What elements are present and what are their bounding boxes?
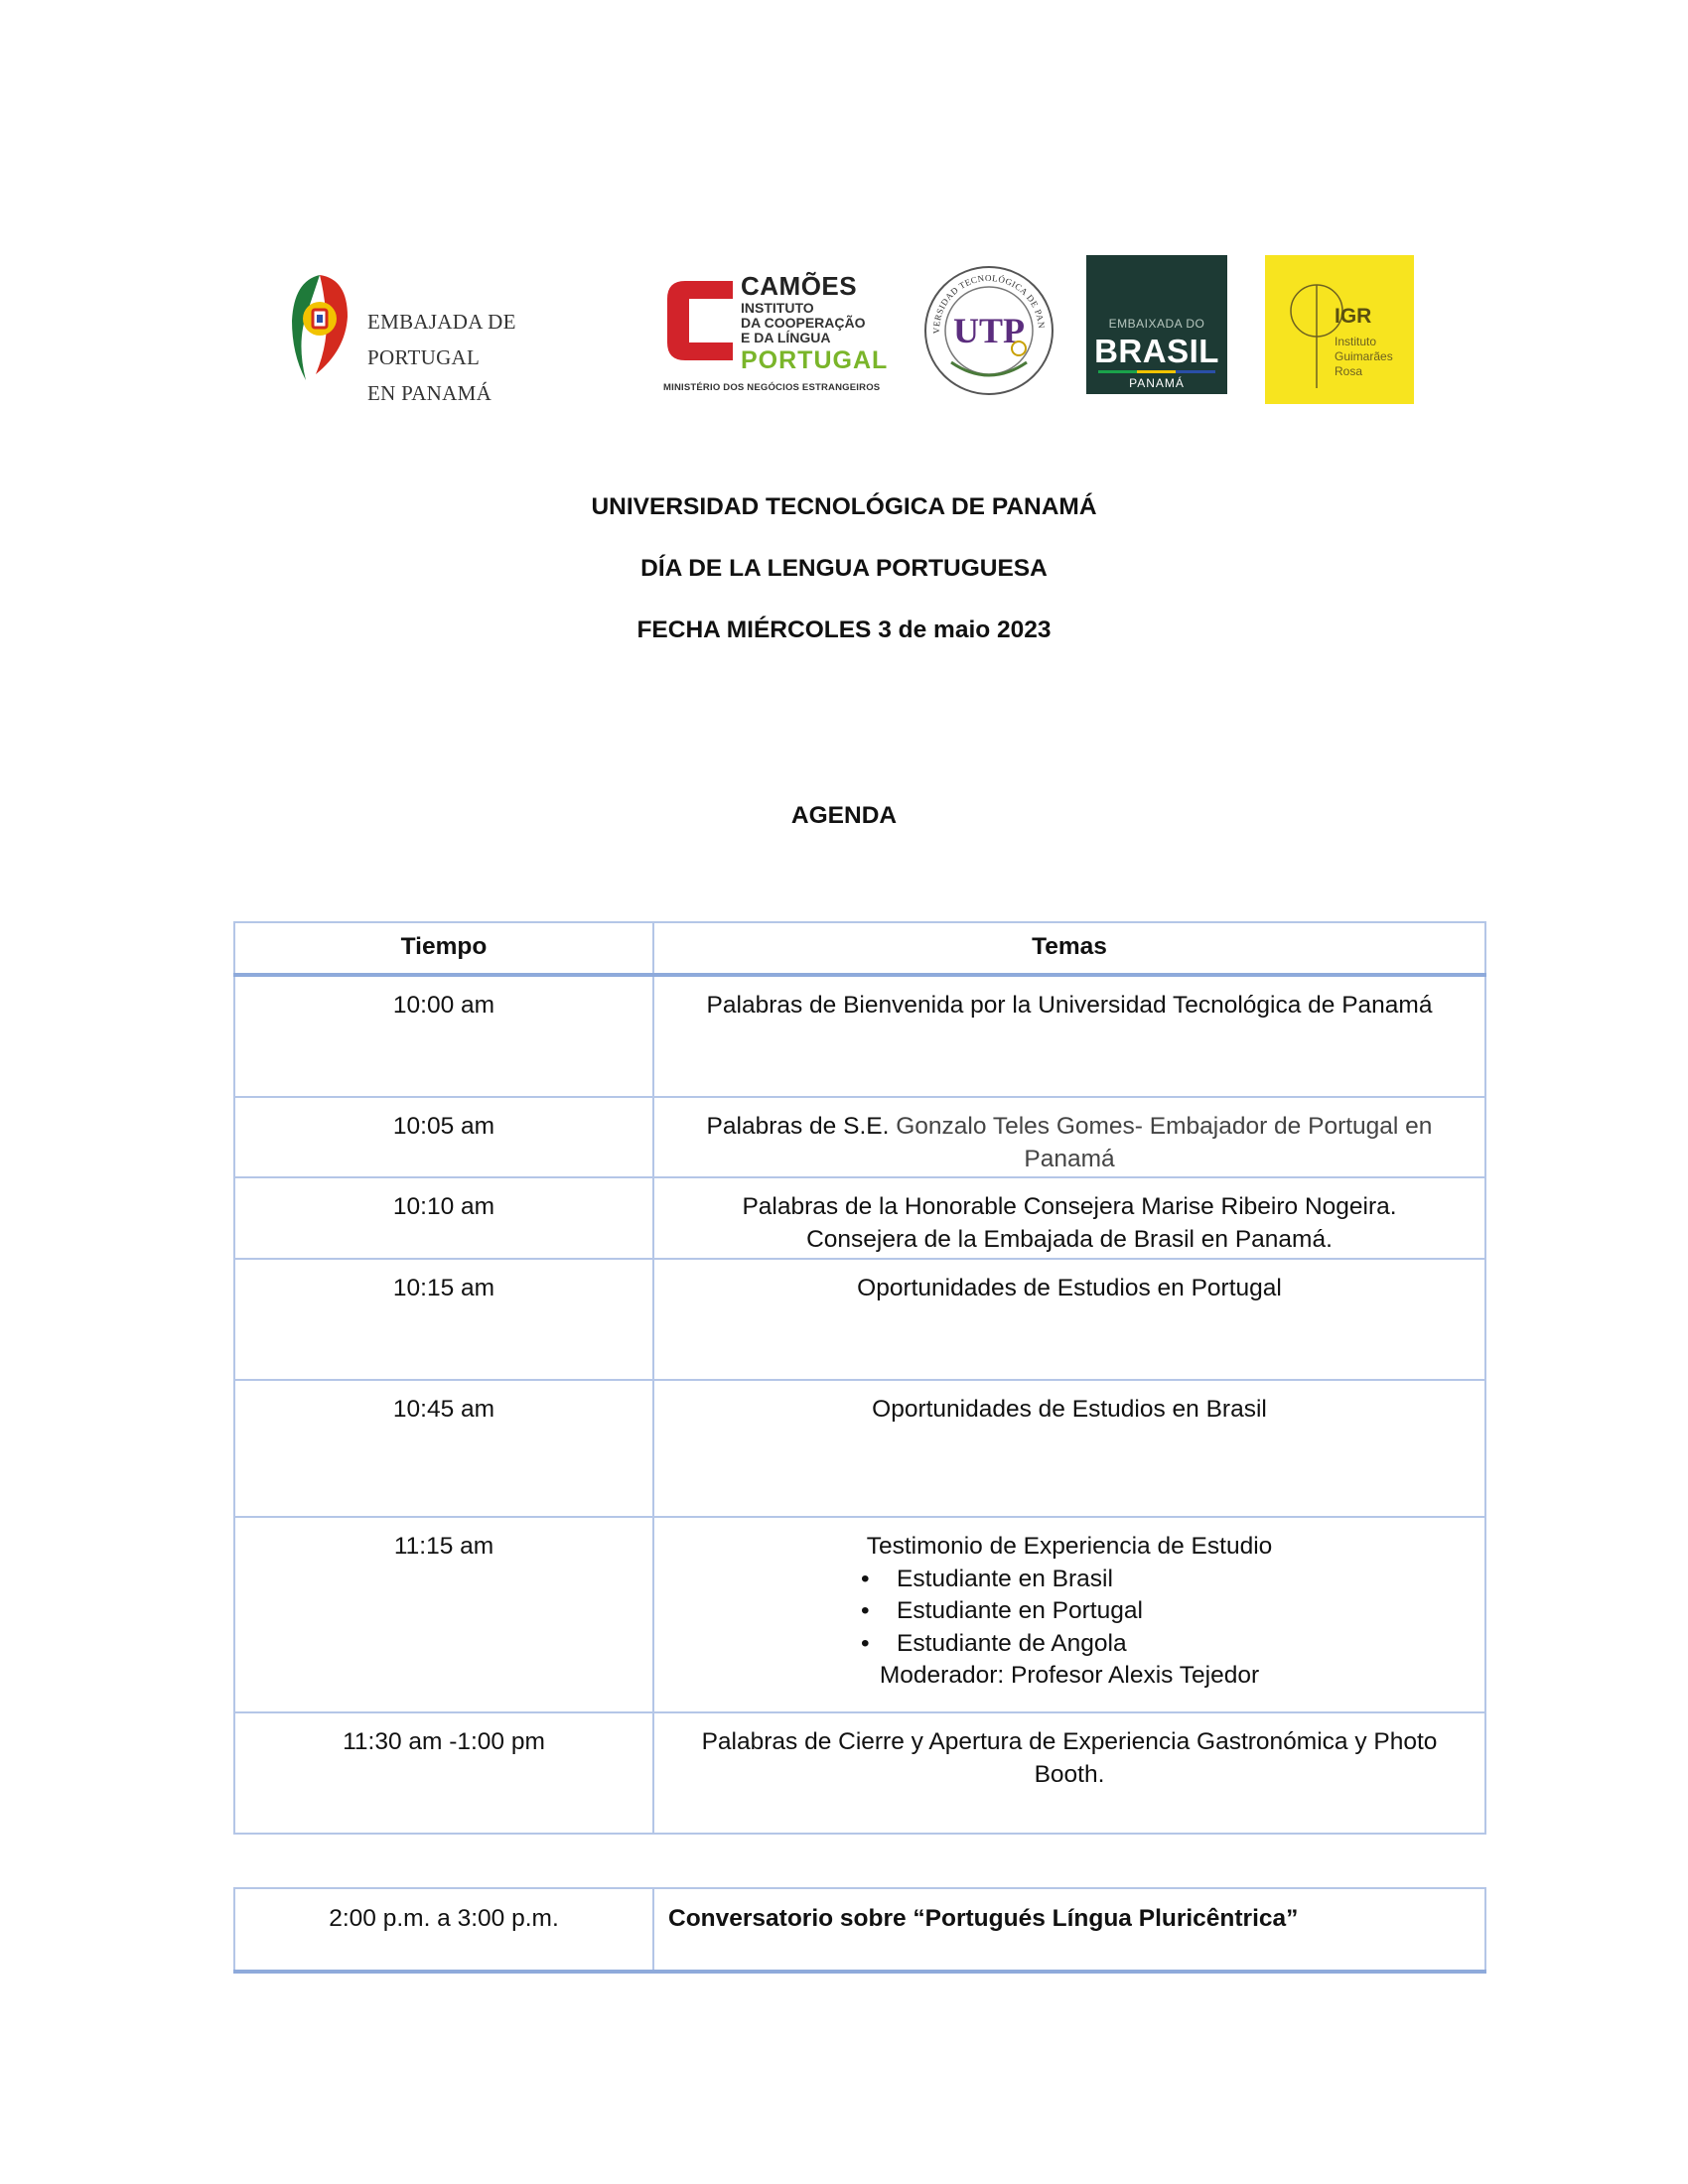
utp-seal-text: VERSIDAD TECNOLÓGICA DE PAN: [930, 272, 1048, 335]
utp-seal-logo: [921, 263, 1056, 398]
table-row: [234, 1888, 1485, 1972]
igr-line1: Instituto: [1335, 335, 1377, 348]
brasil-embassy-small: EMBAIXADA DO: [1108, 317, 1205, 331]
igr-logo: [1265, 255, 1414, 404]
igr-line2: Guimarães: [1335, 349, 1393, 363]
row-time: 10:45 am: [234, 1380, 653, 1517]
brasil-embassy-country: PANAMÁ: [1129, 376, 1185, 390]
portugal-embassy-line2: EN PANAMÁ: [367, 381, 492, 405]
portugal-embassy-line1: EMBAJADA DE PORTUGAL: [367, 310, 516, 369]
row-topic: [653, 1097, 1485, 1177]
camoes-sub-line3: E DA LÍNGUA: [741, 330, 831, 345]
event-date: FECHA MIÉRCOLES 3 de maio 2023: [636, 616, 1052, 643]
list-item: • Estudiante en Brasil: [668, 1564, 1471, 1596]
portugal-embassy-logo: [286, 271, 614, 405]
moderator-line: Moderador: Profesor Alexis Tejedor: [879, 1662, 1260, 1689]
row-topic: Conversatorio sobre “Portugués Língua Pluricêntrica”: [653, 1888, 1485, 1972]
igr-subtitle: [1335, 335, 1393, 379]
column-header-time: Tiempo: [234, 922, 653, 975]
camoes-c-mark-icon: [663, 277, 735, 364]
igr-line3: Rosa: [1335, 364, 1363, 378]
portugal-flag-emblem-icon: [286, 271, 350, 384]
row-topic: [653, 1177, 1485, 1259]
igr-name: IGR: [1335, 305, 1372, 328]
row-topic: Palabras de Cierre y Apertura de Experiencia Gastronómica y Photo Booth.: [653, 1712, 1485, 1834]
brasil-embassy-big: BRASIL: [1094, 333, 1219, 369]
row-time: 2:00 p.m. a 3:00 p.m.: [234, 1888, 653, 1972]
logo-strip: [0, 253, 1688, 412]
brasil-color-stripe: [1098, 370, 1215, 373]
afternoon-table: [233, 1887, 1486, 1974]
row-topic-line: Consejera de la Embajada de Brasil en Panamá.: [806, 1225, 1333, 1253]
university-title: UNIVERSIDAD TECNOLÓGICA DE PANAMÁ: [591, 493, 1097, 520]
table-row: [234, 1259, 1485, 1380]
row-topic-line: Palabras de la Honorable Consejera Marise Ribeiro Nogeira.: [742, 1193, 1397, 1220]
row-time: 11:15 am: [234, 1517, 653, 1712]
row-topic-part: Palabras de S.E.: [706, 1113, 897, 1140]
ambassador-name: Gonzalo Teles Gomes- Embajador de Portugal en Panamá: [896, 1113, 1433, 1172]
row-topic: Oportunidades de Estudios en Brasil: [653, 1380, 1485, 1517]
event-title: DÍA DE LA LENGUA PORTUGUESA: [640, 555, 1048, 582]
camoes-name: CAMÕES: [741, 271, 858, 301]
row-topic: Oportunidades de Estudios en Portugal: [653, 1259, 1485, 1380]
row-topic: [653, 1517, 1485, 1712]
row-topic-line: Testimonio de Experiencia de Estudio: [866, 1533, 1273, 1560]
camoes-sub-line2: DA COOPERAÇÃO: [741, 315, 866, 331]
table-row: [234, 1177, 1485, 1259]
row-topic: Palabras de Bienvenida por la Universidad Tecnológica de Panamá: [653, 975, 1485, 1097]
portugal-embassy-text: [367, 304, 614, 411]
utp-seal-icon: [921, 263, 1056, 398]
row-time: 10:00 am: [234, 975, 653, 1097]
camoes-institute-logo: [663, 271, 902, 393]
table-row: [234, 1097, 1485, 1177]
table-row: [234, 1517, 1485, 1712]
row-time: 11:30 am -1:00 pm: [234, 1712, 653, 1834]
table-row: [234, 1712, 1485, 1834]
camoes-country: PORTUGAL: [741, 346, 889, 374]
list-item: • Estudiante en Portugal: [668, 1595, 1471, 1628]
student-list: [668, 1564, 1471, 1661]
utp-initials: UTP: [953, 311, 1025, 350]
row-time: 10:10 am: [234, 1177, 653, 1259]
agenda-heading: AGENDA: [790, 802, 898, 829]
table-row: [234, 1380, 1485, 1517]
brasil-embassy-logo: [1086, 255, 1227, 394]
table-row: [234, 975, 1485, 1097]
camoes-subtitle: [741, 301, 866, 345]
agenda-table: [233, 921, 1486, 1835]
camoes-ministry: MINISTÉRIO DOS NEGÓCIOS ESTRANGEIROS: [663, 382, 881, 393]
row-time: 10:05 am: [234, 1097, 653, 1177]
column-header-topics: Temas: [653, 922, 1485, 975]
camoes-sub-line1: INSTITUTO: [741, 300, 814, 316]
row-time: 10:15 am: [234, 1259, 653, 1380]
list-item: • Estudiante de Angola: [668, 1628, 1471, 1661]
agenda-header-row: [234, 922, 1485, 975]
